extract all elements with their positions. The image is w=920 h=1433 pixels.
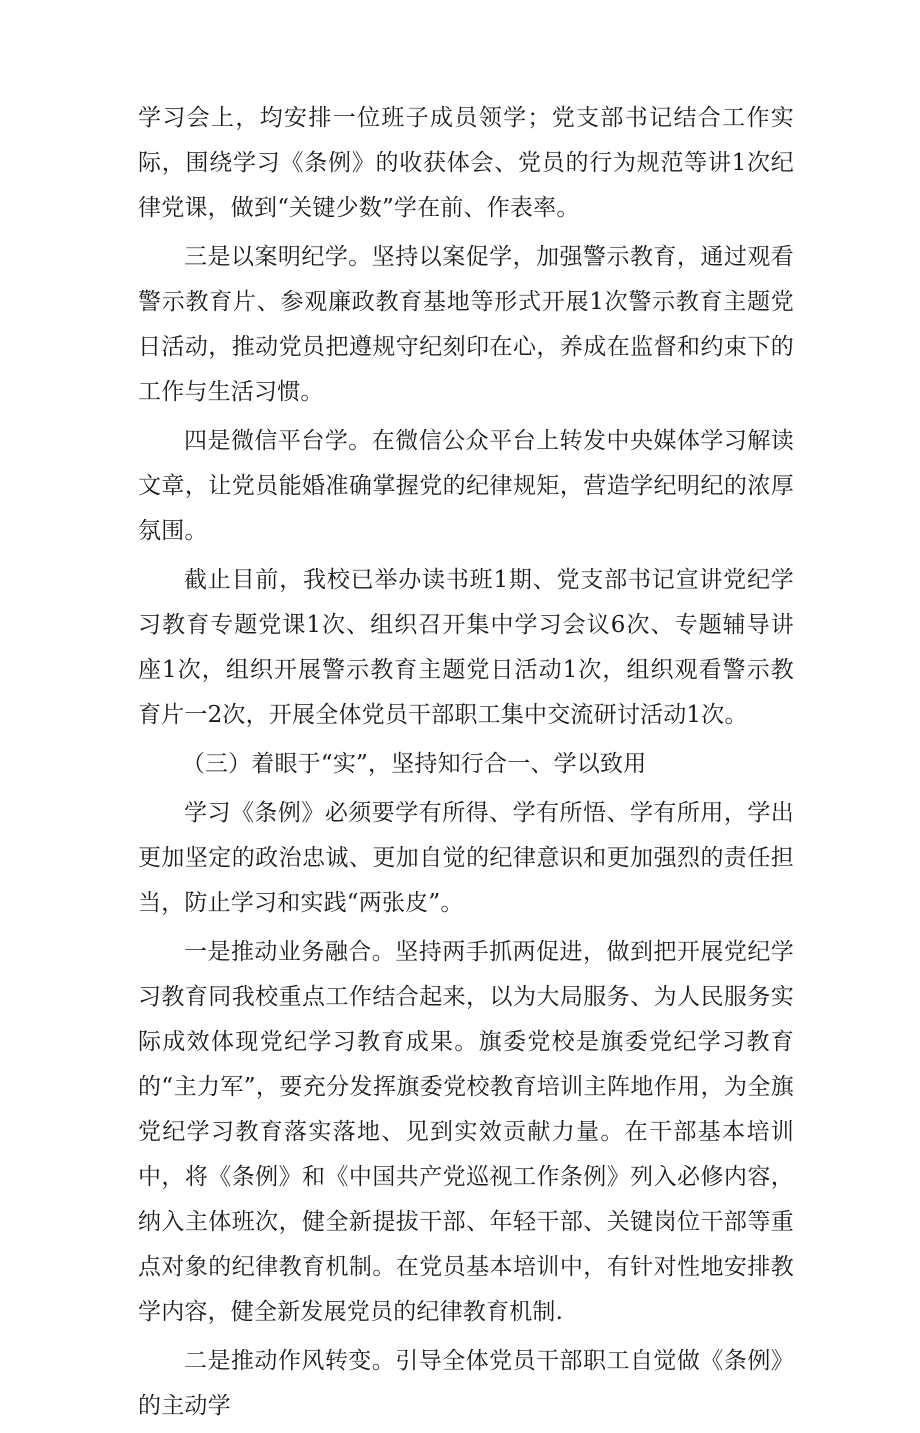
paragraph-case-study: 三是以案明纪学。坚持以案促学，加强警示教育，通过观看警示教育片、参观廉政教育基地等形式开展1次警示教育主题党日活动，推动党员把遵规守纪刻印在心，养成在监督和约束下的工作与生活习惯。 <box>138 244 794 405</box>
paragraph-section-intro: 学习《条例》必须要学有所得、学有所悟、学有所用，学出更加坚定的政治忠诚、更加自觉的纪律意识和更加强烈的责任担当，防止学习和实践“两张皮”。 <box>138 800 794 916</box>
section-heading-3: （三）着眼于“实”，坚持知行合一、学以致用 <box>181 751 647 777</box>
paragraph-style-change: 二是推动作风转变。引导全体党员干部职工自觉做《条例》的主动学 <box>138 1348 794 1419</box>
paragraph-business-integration: 一是推动业务融合。坚持两手抓两促进，做到把开展党纪学习教育同我校重点工作结合起来，以为大局服务、为人民服务实际成效体现党纪学习教育成果。旗委党校是旗委党纪学习教育的“主力军”，要充分发挥旗委党校教育培训主阵地作用，为全旗党纪学习教育落实落地、见到实效贡献力量。在干部基本培训中，将《条例》和《中国共产党巡视工作条例》列入必修内容，纳入主体班次，健全新提拔干部、年轻干部、关键岗位干部等重点对象的纪律教育机制。在党员基本培训中，有针对性地安排教学内容，健全新发展党员的纪律教育机制. <box>138 939 794 1325</box>
paragraph-study-meeting: 学习会上，均安排一位班子成员领学；党支部书记结合工作实际，围绕学习《条例》的收获体会、党员的行为规范等讲1次纪律党课，做到“关键少数”学在前、作表率。 <box>138 105 794 221</box>
paragraph-progress-summary: 截止目前，我校已举办读书班1期、党支部书记宣讲党纪学习教育专题党课1次、组织召开集中学习会议6次、专题辅导讲座1次，组织开展警示教育主题党日活动1次，组织观看警示教育片一2次，开展全体党员干部职工集中交流研讨活动1次。 <box>138 567 794 728</box>
paragraph-wechat-study: 四是微信平台学。在微信公众平台上转发中央媒体学习解读文章，让党员能婚准确掌握党的纪律规矩，营造学纪明纪的浓厚氛围。 <box>138 428 794 544</box>
document-body <box>138 96 794 1433</box>
